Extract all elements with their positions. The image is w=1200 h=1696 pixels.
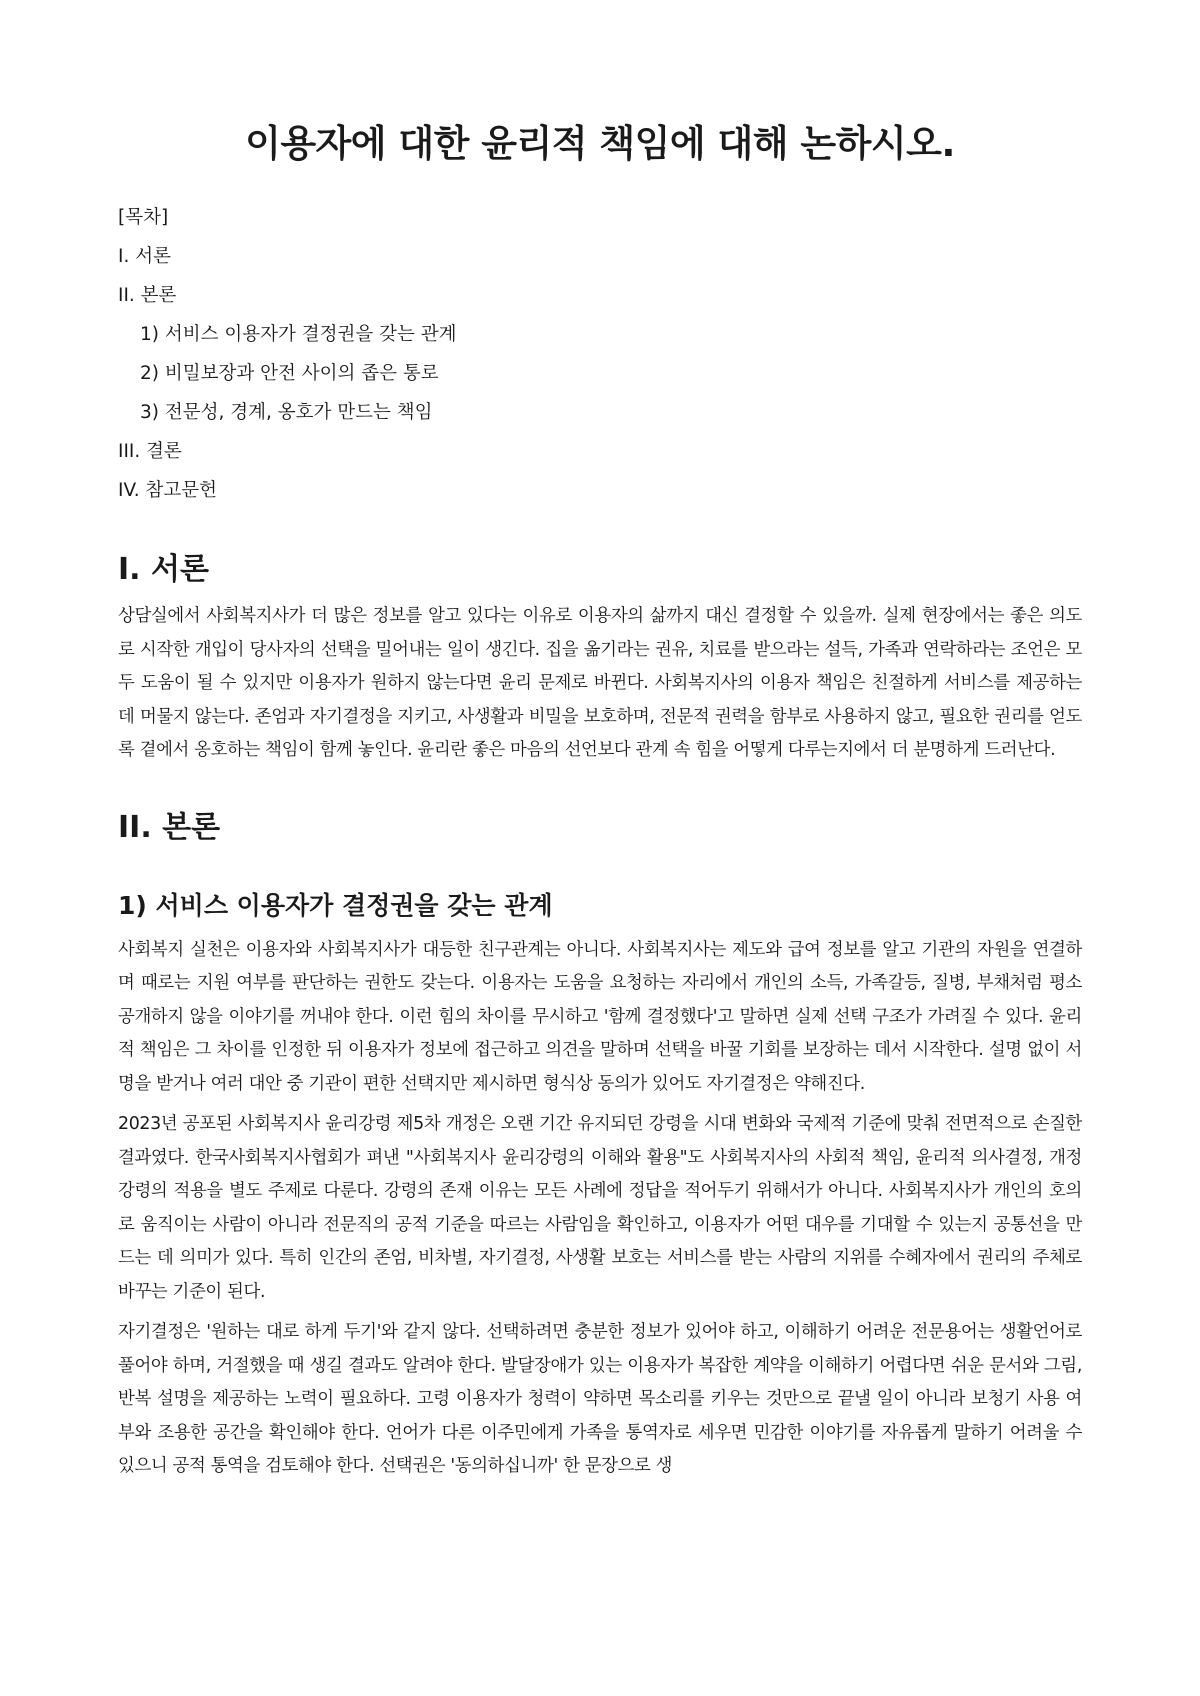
subsection-heading: 1) 서비스 이용자가 결정권을 갖는 관계 [118, 890, 553, 920]
toc-item: II. 본론 [118, 285, 177, 306]
body-heading: II. 본론 [118, 809, 221, 845]
document-title: 이용자에 대한 윤리적 책임에 대해 논하시오. [245, 122, 955, 165]
toc-item: IV. 참고문헌 [118, 480, 217, 501]
toc-heading: [목차] [118, 207, 169, 228]
body-paragraph: 2023년 공포된 사회복지사 윤리강령 제5차 개정은 오랜 기간 유지되던 강령을 시대 변화와 국제적 기준에 맞춰 전면적으로 손질한 결과였다. 한국사회복지사협회가 펴낸 "사회복지사 윤리강령의 이해와 활용"도 사회복지사의 사회적 책임, 윤리적 의사결정, 개정 강령의 적용을 별도 주제로 다룬다. 강령의 존재 이유는 모든 사례에 정답을 적어두기 위해서가 아니다. 사회복지사가 개인의 호의로 움직이는 사람이 아니라 전문직의 공적 기준을 따르는 사람임을 확인하고, 이용자가 어떤 대우를 기대할 수 있는지 공통선을 만드는 데 의미가 있다. 특히 인간의 존엄, 비차별, 자기결정, 사생활 보호는 서비스를 받는 사람의 지위를 수혜자에서 권리의 주체로 바꾸는 기준이 된다. [118, 1114, 1082, 1302]
toc-item: III. 결론 [118, 441, 182, 462]
toc-subitem: 3) 전문성, 경계, 옹호가 만드는 책임 [140, 402, 433, 423]
intro-paragraph: 상담실에서 사회복지사가 더 많은 정보를 알고 있다는 이유로 이용자의 삶까지 대신 결정할 수 있을까. 실제 현장에서는 좋은 의도로 시작한 개입이 당사자의 선택을 밀어내는 일이 생긴다. 집을 옮기라는 권유, 치료를 받으라는 설득, 가족과 연락하라는 조언은 모두 도움이 될 수 있지만 이용자가 원하지 않는다면 윤리 문제로 바뀐다. 사회복지사의 이용자 책임은 친절하게 서비스를 제공하는 데 머물지 않는다. 존엄과 자기결정을 지키고, 사생활과 비밀을 보호하며, 전문적 권력을 함부로 사용하지 않고, 필요한 권리를 얻도록 곁에서 옹호하는 책임이 함께 놓인다. 윤리란 좋은 마음의 선언보다 관계 속 힘을 어떻게 다루는지에서 더 분명하게 드러난다. [118, 606, 1082, 760]
toc-subitem: 1) 서비스 이용자가 결정권을 갖는 관계 [140, 324, 457, 345]
body-paragraph: 자기결정은 '원하는 대로 하게 두기'와 같지 않다. 선택하려면 충분한 정보가 있어야 하고, 이해하기 어려운 전문용어는 생활언어로 풀어야 하며, 거절했을 때 생길 결과도 알려야 한다. 발달장애가 있는 이용자가 복잡한 계약을 이해하기 어렵다면 쉬운 문서와 그림, 반복 설명을 제공하는 노력이 필요하다. 고령 이용자가 청력이 약하면 목소리를 키우는 것만으로 끝낼 일이 아니라 보청기 사용 여부와 조용한 공간을 확인해야 한다. 언어가 다른 이주민에게 가족을 통역자로 세우면 민감한 이야기를 자유롭게 말하기 어려울 수 있으니 공적 통역을 검토해야 한다. 선택권은 '동의하십니까' 한 문장으로 생 [118, 1322, 1082, 1476]
body-paragraph: 사회복지 실천은 이용자와 사회복지사가 대등한 친구관계는 아니다. 사회복지사는 제도와 급여 정보를 알고 기관의 자원을 연결하며 때로는 지원 여부를 판단하는 권한도 갖는다. 이용자는 도움을 요청하는 자리에서 개인의 소득, 가족갈등, 질병, 부채처럼 평소 공개하지 않을 이야기를 꺼내야 한다. 이런 힘의 차이를 무시하고 '함께 결정했다'고 말하면 실제 선택 구조가 가려질 수 있다. 윤리적 책임은 그 차이를 인정한 뒤 이용자가 정보에 접근하고 의견을 말하며 선택을 바꿀 기회를 보장하는 데서 시작한다. 설명 없이 서명을 받거나 여러 대안 중 기관이 편한 선택지만 제시하면 형식상 동의가 있어도 자기결정은 약해진다. [118, 939, 1082, 1094]
toc-item: I. 서론 [118, 246, 171, 267]
intro-heading: I. 서론 [118, 552, 209, 587]
toc-subitem: 2) 비밀보장과 안전 사이의 좁은 통로 [140, 363, 439, 384]
table-of-contents [118, 198, 1082, 510]
